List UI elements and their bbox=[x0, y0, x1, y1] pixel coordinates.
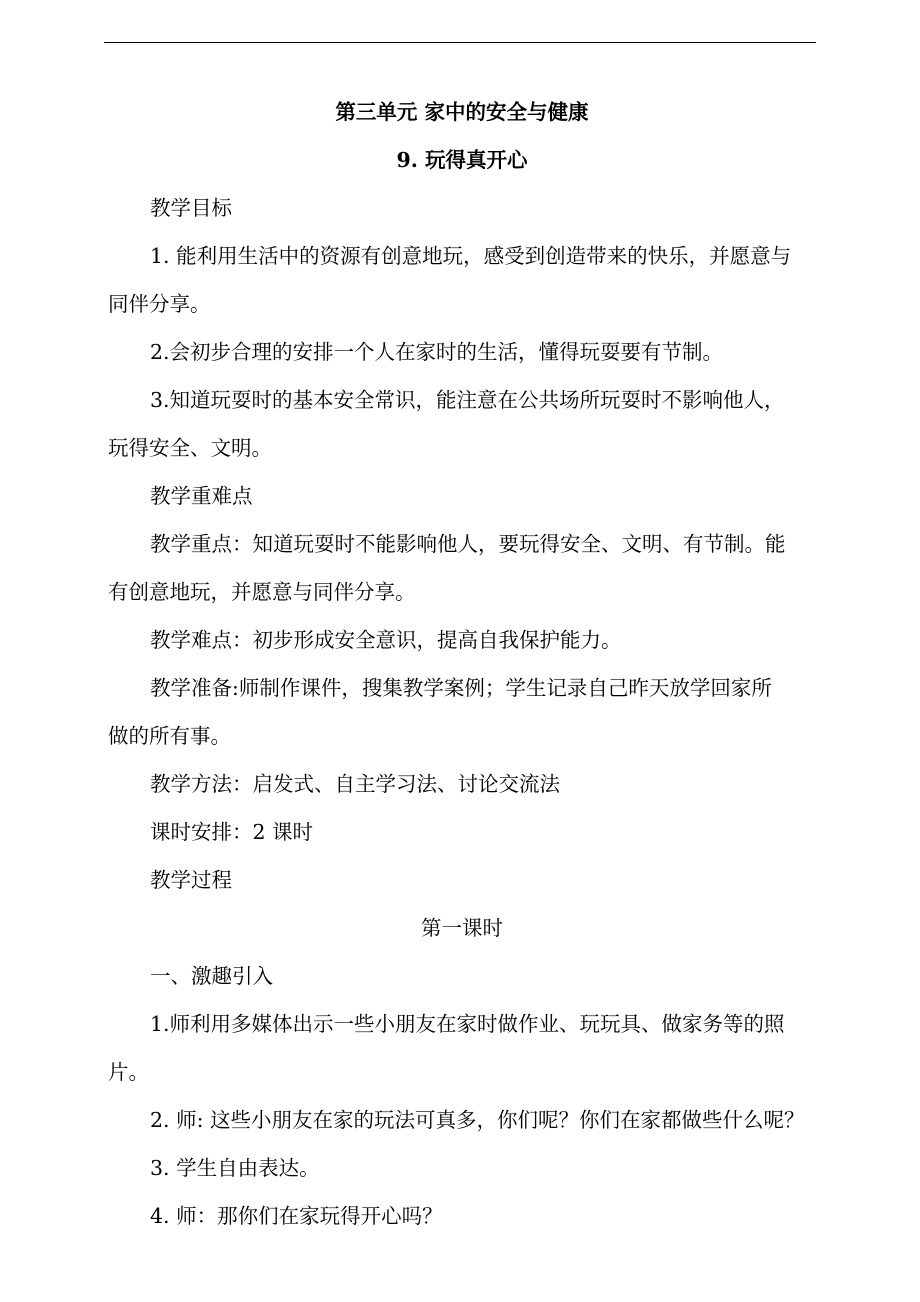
key-point-line-2: 有创意地玩，并愿意与同伴分享。 bbox=[108, 580, 416, 604]
preparation-line-1: 教学准备:师制作课件，搜集教学案例；学生记录自己昨天放学回家所 bbox=[150, 676, 772, 700]
step-2: 2. 师: 这些小朋友在家的玩法可真多，你们呢？你们在家都做些什么呢？ bbox=[150, 1108, 805, 1132]
step-3: 3. 学生自由表达。 bbox=[150, 1156, 320, 1180]
methods: 教学方法：启发式、自主学习法、讨论交流法 bbox=[150, 772, 560, 796]
step-4: 4. 师：那你们在家玩得开心吗？ bbox=[150, 1204, 443, 1228]
header-rule bbox=[104, 42, 816, 43]
keypoints-heading: 教学重难点 bbox=[150, 484, 253, 508]
objectives-heading: 教学目标 bbox=[150, 196, 232, 220]
objective-1-line-2: 同伴分享。 bbox=[108, 292, 211, 316]
unit-title: 第三单元 家中的安全与健康 bbox=[335, 100, 589, 124]
objective-1-line-1: 1. 能利用生活中的资源有创意地玩，感受到创造带来的快乐，并愿意与 bbox=[150, 244, 792, 268]
preparation-line-2: 做的所有事。 bbox=[108, 724, 231, 748]
step-1-line-1: 1.师利用多媒体出示一些小朋友在家时做作业、玩玩具、做家务等的照 bbox=[150, 1012, 785, 1036]
period-title: 第一课时 bbox=[421, 916, 503, 940]
section-1-heading: 一、激趣引入 bbox=[150, 964, 273, 988]
objective-3-line-2: 玩得安全、文明。 bbox=[108, 436, 272, 460]
step-1-line-2: 片。 bbox=[108, 1060, 149, 1084]
objective-3-line-1: 3.知道玩耍时的基本安全常识，能注意在公共场所玩耍时不影响他人， bbox=[150, 388, 785, 412]
process-heading: 教学过程 bbox=[150, 868, 232, 892]
lesson-title: 9. 玩得真开心 bbox=[396, 148, 528, 172]
difficulty: 教学难点：初步形成安全意识，提高自我保护能力。 bbox=[150, 628, 622, 652]
objective-2: 2.会初步合理的安排一个人在家时的生活，懂得玩耍要有节制。 bbox=[150, 340, 724, 364]
schedule: 课时安排：2 课时 bbox=[150, 820, 314, 844]
key-point-line-1: 教学重点：知道玩耍时不能影响他人，要玩得安全、文明、有节制。能 bbox=[150, 532, 786, 556]
document-body bbox=[108, 88, 816, 1240]
